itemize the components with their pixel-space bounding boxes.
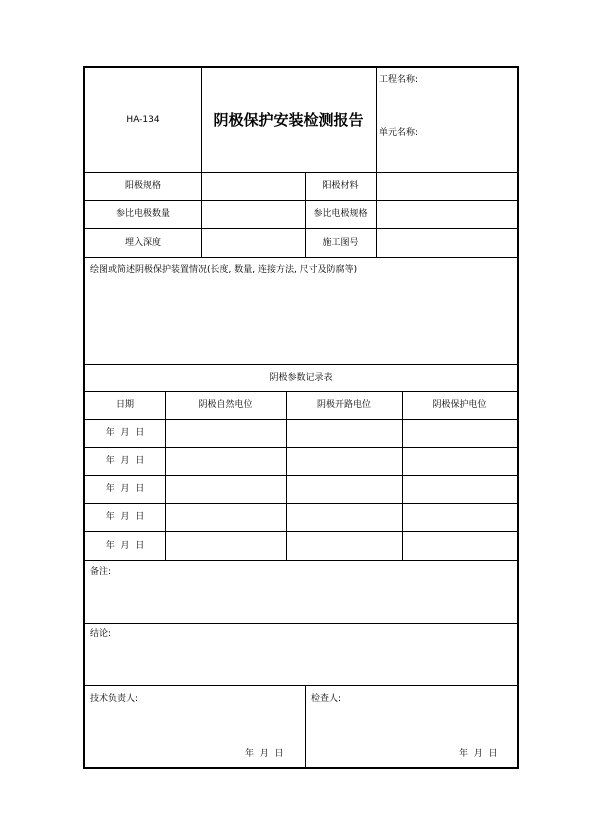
- project-name-label: 工程名称:: [379, 75, 419, 85]
- column-header-open-circuit-potential: 阴极开路电位: [316, 400, 371, 410]
- divider: [286, 391, 287, 560]
- table-row-date: 年 月 日: [105, 456, 145, 466]
- divider: [402, 391, 403, 560]
- tech-lead-date: 年 月 日: [245, 749, 284, 759]
- divider: [305, 685, 306, 769]
- inspector-label: 检查人:: [311, 694, 342, 704]
- divider: [85, 623, 517, 624]
- form-code: HA-134: [126, 115, 160, 125]
- divider: [201, 172, 202, 257]
- remarks-label: 备注:: [90, 567, 112, 577]
- table-title: 阴极参数记录表: [269, 373, 333, 383]
- description-label: 绘图或简述阴极保护装置情况(长度, 数量, 连接方法, 尺寸及防腐等): [90, 265, 358, 275]
- divider: [376, 68, 377, 172]
- divider: [85, 475, 517, 476]
- column-header-protection-potential: 阴极保护电位: [432, 400, 487, 410]
- anode-material-label: 阳极材料: [322, 181, 359, 191]
- divider: [85, 447, 517, 448]
- divider: [85, 200, 517, 201]
- anode-spec-label: 阳极规格: [124, 181, 161, 191]
- divider: [85, 172, 517, 173]
- divider: [85, 503, 517, 504]
- divider: [85, 560, 517, 561]
- column-header-natural-potential: 阴极自然电位: [198, 400, 253, 410]
- tech-lead-label: 技术负责人:: [90, 694, 139, 704]
- divider: [85, 257, 517, 258]
- reference-electrode-spec-label: 参比电极规格: [313, 209, 368, 219]
- page-title: 阴极保护安装检测报告: [213, 111, 364, 129]
- table-row-date: 年 月 日: [105, 484, 145, 494]
- unit-name-label: 单元名称:: [379, 128, 419, 138]
- divider: [85, 364, 517, 365]
- drawing-number-label: 施工图号: [322, 238, 359, 248]
- divider: [376, 172, 377, 257]
- column-header-date: 日期: [115, 400, 134, 410]
- conclusion-label: 结论:: [90, 629, 112, 639]
- divider: [85, 685, 517, 686]
- reference-electrode-count-label: 参比电极数量: [115, 209, 170, 219]
- divider: [85, 531, 517, 532]
- table-row-date: 年 月 日: [105, 541, 145, 551]
- table-row-date: 年 月 日: [105, 512, 145, 522]
- divider: [85, 228, 517, 229]
- divider: [85, 391, 517, 392]
- burial-depth-label: 埋入深度: [124, 238, 161, 248]
- inspector-date: 年 月 日: [459, 749, 498, 759]
- divider: [165, 391, 166, 560]
- divider: [85, 419, 517, 420]
- table-row-date: 年 月 日: [105, 428, 145, 438]
- report-form: [83, 66, 519, 769]
